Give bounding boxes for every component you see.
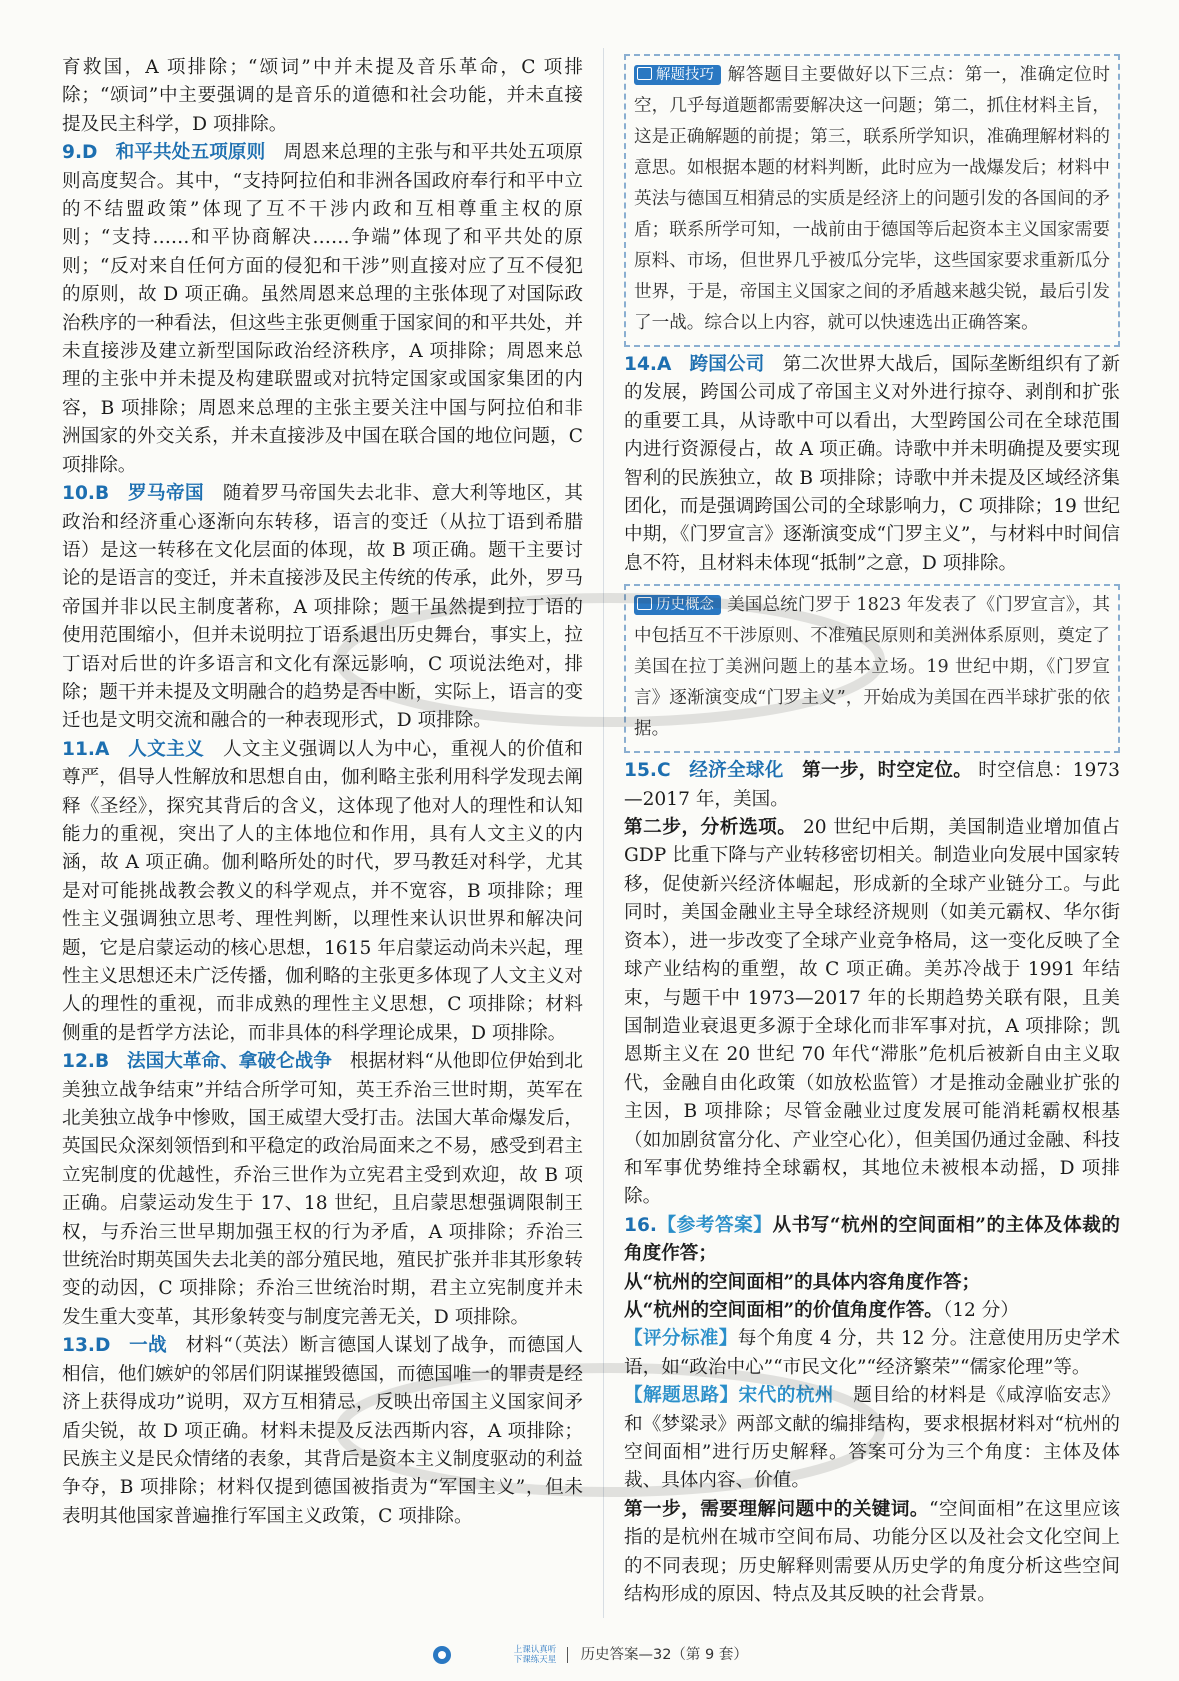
answer-14: 14.A 跨国公司 第二次世界大战后，国际垄断组织有了新的发展，跨国公司成了帝国主义对外进行掠夺、剥削和扩张的重要工具，从诗歌中可以看出，大型跨国公司在全球范围内进行资源侵占，故 A 项正确。诗歌中并未明确提及要实现智利的民族独立，故 B 项排除；诗歌中并未提及区域经济集团化，而是强调跨国公司的全球影响力，C 项排除；19 世纪中期，《门罗宣言》逐渐演变成“门罗主义”，与材料中时间信息不符，且材料未体现“抵制”之意，D 项排除。 <box>624 354 1120 574</box>
answer-number: 16. <box>624 1214 657 1236</box>
answer-12: 12.B 法国大革命、拿破仑战争 根据材料“从他即位伊始到北美独立战争结束”并结合所学可知，英王乔治三世时期，英军在北美独立战争中惨败，国王威望大受打击。法国大革命爆发后，英国民众深刻领悟到和平稳定的政治局面来之不易，感受到君主立宪制度的优越性，乔治三世作为立宪君主受到欢迎，故 B 项正确。启蒙运动发生于 17、18 世纪，且启蒙思想强调限制王权，与乔治三世早期加强王权的行为矛盾，A 项排除；乔治三世统治时期英国失去北美的部分殖民地，殖民扩张并非其形象转变的动因，C 项排除；乔治三世统治时期，君主立宪制度并未发生重大变革，其形象转变与制度完善无关，D 项排除。 <box>62 1051 583 1328</box>
answer-topic: 经济全球化 <box>689 760 784 782</box>
concept-text: 美国总统门罗于 1823 年发表了《门罗宣言》，其中包括互不干涉原则、不准殖民原则和美洲体系原则，奠定了美国在拉丁美洲问题上的基本立场。19 世纪中期，《门罗宣言》逐渐演变成“门罗主义”，开始成为美国在西半球扩张的依据。 <box>634 595 1110 740</box>
answer-topic: 罗马帝国 <box>128 483 204 505</box>
concept-tag: 历史概念 <box>634 595 721 615</box>
answer-continuation: 育救国，A 项排除；“颂词”中并未提及音乐革命，C 项排除；“颂词”中主要强调的是音乐的道德和社会功能，并未直接提及民主科学，D 项排除。 <box>62 57 583 135</box>
answer-number: 9.D <box>62 142 98 164</box>
answer-number: 15.C <box>624 760 671 782</box>
tip-tag: 解题技巧 <box>634 65 721 85</box>
answer-topic: 和平共处五项原则 <box>115 142 266 164</box>
concept-box <box>624 584 1120 753</box>
publisher-logo-icon <box>431 1644 501 1666</box>
answer-number: 14.A <box>624 354 672 375</box>
answer-number: 12.B <box>62 1051 110 1073</box>
tip-box <box>624 54 1120 347</box>
answer-16-standard: 【评分标准】每个角度 4 分，共 12 分。注意使用历史学术语，如“政治中心”“市民文化”“经济繁荣”“儒家伦理”等。 <box>624 1328 1120 1378</box>
answer-topic: 法国大革命、拿破仑战争 <box>126 1051 332 1073</box>
left-column <box>62 54 583 1531</box>
right-column <box>624 54 1120 1609</box>
answer-10: 10.B 罗马帝国 随着罗马帝国失去北非、意大利等地区，其政治和经济重心逐渐向东转移，语言的变迁（从拉丁语到希腊语）是这一转移在文化层面的体现，故 B 项正确。题干主要讨论的是语言的变迁，并未直接涉及民主传统的传承，此外，罗马帝国并非以民主制度著称，A 项排除；题干虽然提到拉丁语的使用范围缩小，但并未说明拉丁语系退出历史舞台，事实上，拉丁语对后世的许多语言和文化有深远影响，C 项说法绝对，排除；题干并未提及文明融合的趋势是否中断，实际上，语言的变迁也是文明交流和融合的一种表现形式，D 项排除。 <box>62 483 584 732</box>
answer-15: 15.C 经济全球化 第一步，时空定位。 时空信息：1973—2017 年，美国。 <box>624 760 1120 810</box>
book-icon <box>637 597 652 610</box>
answer-9: 9.D 和平共处五项原则 周恩来总理的主张与和平共处五项原则高度契合。其中，“支持阿拉伯和非洲各国政府奉行和平中立的不结盟政策”体现了互不干涉内政和互相尊重主权的原则；“支持……和平协商解决……争端”体现了和平共处的原则；“反对来自任何方面的侵犯和干涉”则直接对应了互不侵犯的原则，故 D 项正确。虽然周恩来总理的主张体现了对国际政治秩序的一种看法，但这些主张更侧重于国家间的和平共处，并未直接涉及建立新型国际政治经济秩序，A 项排除；周恩来总理的主张中并未提及构建联盟或对抗特定国家或国家集团的内容，B 项排除；周恩来总理的主张主要关注中国与阿拉伯和非洲国家的外交关系，并未直接涉及中国在联合国的地位问题，C 项排除。 <box>62 142 584 476</box>
answer-number: 10.B <box>62 483 110 505</box>
answer-topic: 人文主义 <box>128 738 205 760</box>
column-divider <box>603 48 604 1618</box>
tip-text: 解答题目主要做好以下三点：第一，准确定位时空，几乎每道题都需要解决这一问题；第二，抓住材料主旨，这是正确解题的前提；第三，联系所学知识，准确理解材料的意思。如根据本题的材料判断，此时应为一战爆发后；材料中英法与德国互相猜忌的实质是经济上的问题引发的各国间的矛盾；联系所学可知，一战前由于德国等后起资本主义国家需要原料、市场，但世界几乎被瓜分完毕，这些国家要求重新瓜分世界，于是，帝国主义国家之间的矛盾越来越尖锐，最后引发了一战。综合以上内容，就可以快速选出正确答案。 <box>634 65 1110 333</box>
answer-number: 11.A <box>62 738 110 760</box>
answer-16-idea: 【解题思路】宋代的杭州 题目给的材料是《咸淳临安志》和《梦粱录》两部文献的编排结构，要求根据材料对“杭州的空间面相”进行历史解释。答案可分为三个角度：主体及体裁、具体内容、价值。 <box>624 1385 1120 1492</box>
answer-16-line3: 从“杭州的空间面相”的价值角度作答。（12 分） <box>624 1299 1019 1321</box>
answer-topic: 一战 <box>129 1335 167 1357</box>
slogan: 上课认真听 下课练天星 <box>513 1645 557 1665</box>
book-icon <box>637 67 652 80</box>
answer-number: 13.D <box>62 1335 111 1357</box>
answer-16-step1: 第一步，需要理解问题中的关键词。“空间面相”在这里应该指的是杭州在城市空间布局、功能分区以及社会文化空间上的不同表现；历史解释则需要从历史学的角度分析这些空间结构形成的原因、特点及其反映的社会背景。 <box>624 1498 1120 1606</box>
answer-13: 13.D 一战 材料“（英法）断言德国人谋划了战争，而德国人相信，他们嫉妒的邻居们阴谋摧毁德国，而德国唯一的罪责是经济上获得成功”说明，双方互相猜忌，反映出帝国主义国家间矛盾尖锐，故 D 项正确。材料未提及反法西斯内容，A 项排除；民族主义是民众情绪的表象，其背后是资本主义制度驱动的利益争夺，B 项排除；材料仅提到德国被指责为“军国主义”，但未表明其他国家普遍推行军国主义政策，C 项排除。 <box>62 1335 583 1527</box>
answer-16: 16.【参考答案】从书写“杭州的空间面相”的主体及体裁的角度作答； <box>624 1214 1120 1265</box>
answer-16-line2: 从“杭州的空间面相”的具体内容角度作答； <box>624 1271 981 1293</box>
answer-11: 11.A 人文主义 人文主义强调以人为中心，重视人的价值和尊严，倡导人性解放和思想自由，伽利略主张利用科学发现去阐释《圣经》，探究其背后的含义，这体现了他对人的理性和认知能力的重视，突出了人的主体地位和作用，具有人文主义的内涵，故 A 项正确。伽利略所处的时代，罗马教廷对科学，尤其是对可能挑战教会教义的科学观点，并不宽容，B 项排除；理性主义强调独立思考、理性判断，以理性来认识世界和解决问题，它是启蒙运动的核心思想，1615 年启蒙运动尚未兴起，理性主义思想还未广泛传播，伽利略的主张更多体现了人文主义对人的理性的重视，而非成熟的理性主义思想，C 项排除；材料侧重的是哲学方法论，而非具体的科学理论成果，D 项排除。 <box>62 738 583 1044</box>
answer-topic: 跨国公司 <box>689 354 765 375</box>
page-number: 历史答案—32（第 9 套） <box>580 1647 748 1663</box>
footer-separator <box>567 1647 568 1663</box>
answer-15-step2: 第二步，分析选项。 20 世纪中后期，美国制造业增加值占 GDP 比重下降与产业转移密切相关。制造业向发展中国家转移，促使新兴经济体崛起，形成新的全球产业链分工。与此同时，美国金融业主导全球经济规则（如美元霸权、华尔街资本），进一步改变了全球产业竞争格局，这一变化反映了全球产业结构的重塑，故 C 项正确。美苏冷战于 1991 年结束，与题干中 1973—2017 年的长期趋势关联有限，且美国制造业衰退更多源于全球化而非军事对抗，A 项排除；凯恩斯主义在 20 世纪 70 年代“滞胀”危机后被新自由主义取代，金融自由化政策（如放松监管）才是推动金融业扩张的主因，B 项排除；尽管金融业过度发展可能消耗霸权根基（如加剧贫富分化、产业空心化），但美国仍通过金融、科技和军事优势维持全球霸权，其地位未被根本动摇，D 项排除。 <box>624 817 1120 1208</box>
page-footer <box>0 1643 1179 1666</box>
